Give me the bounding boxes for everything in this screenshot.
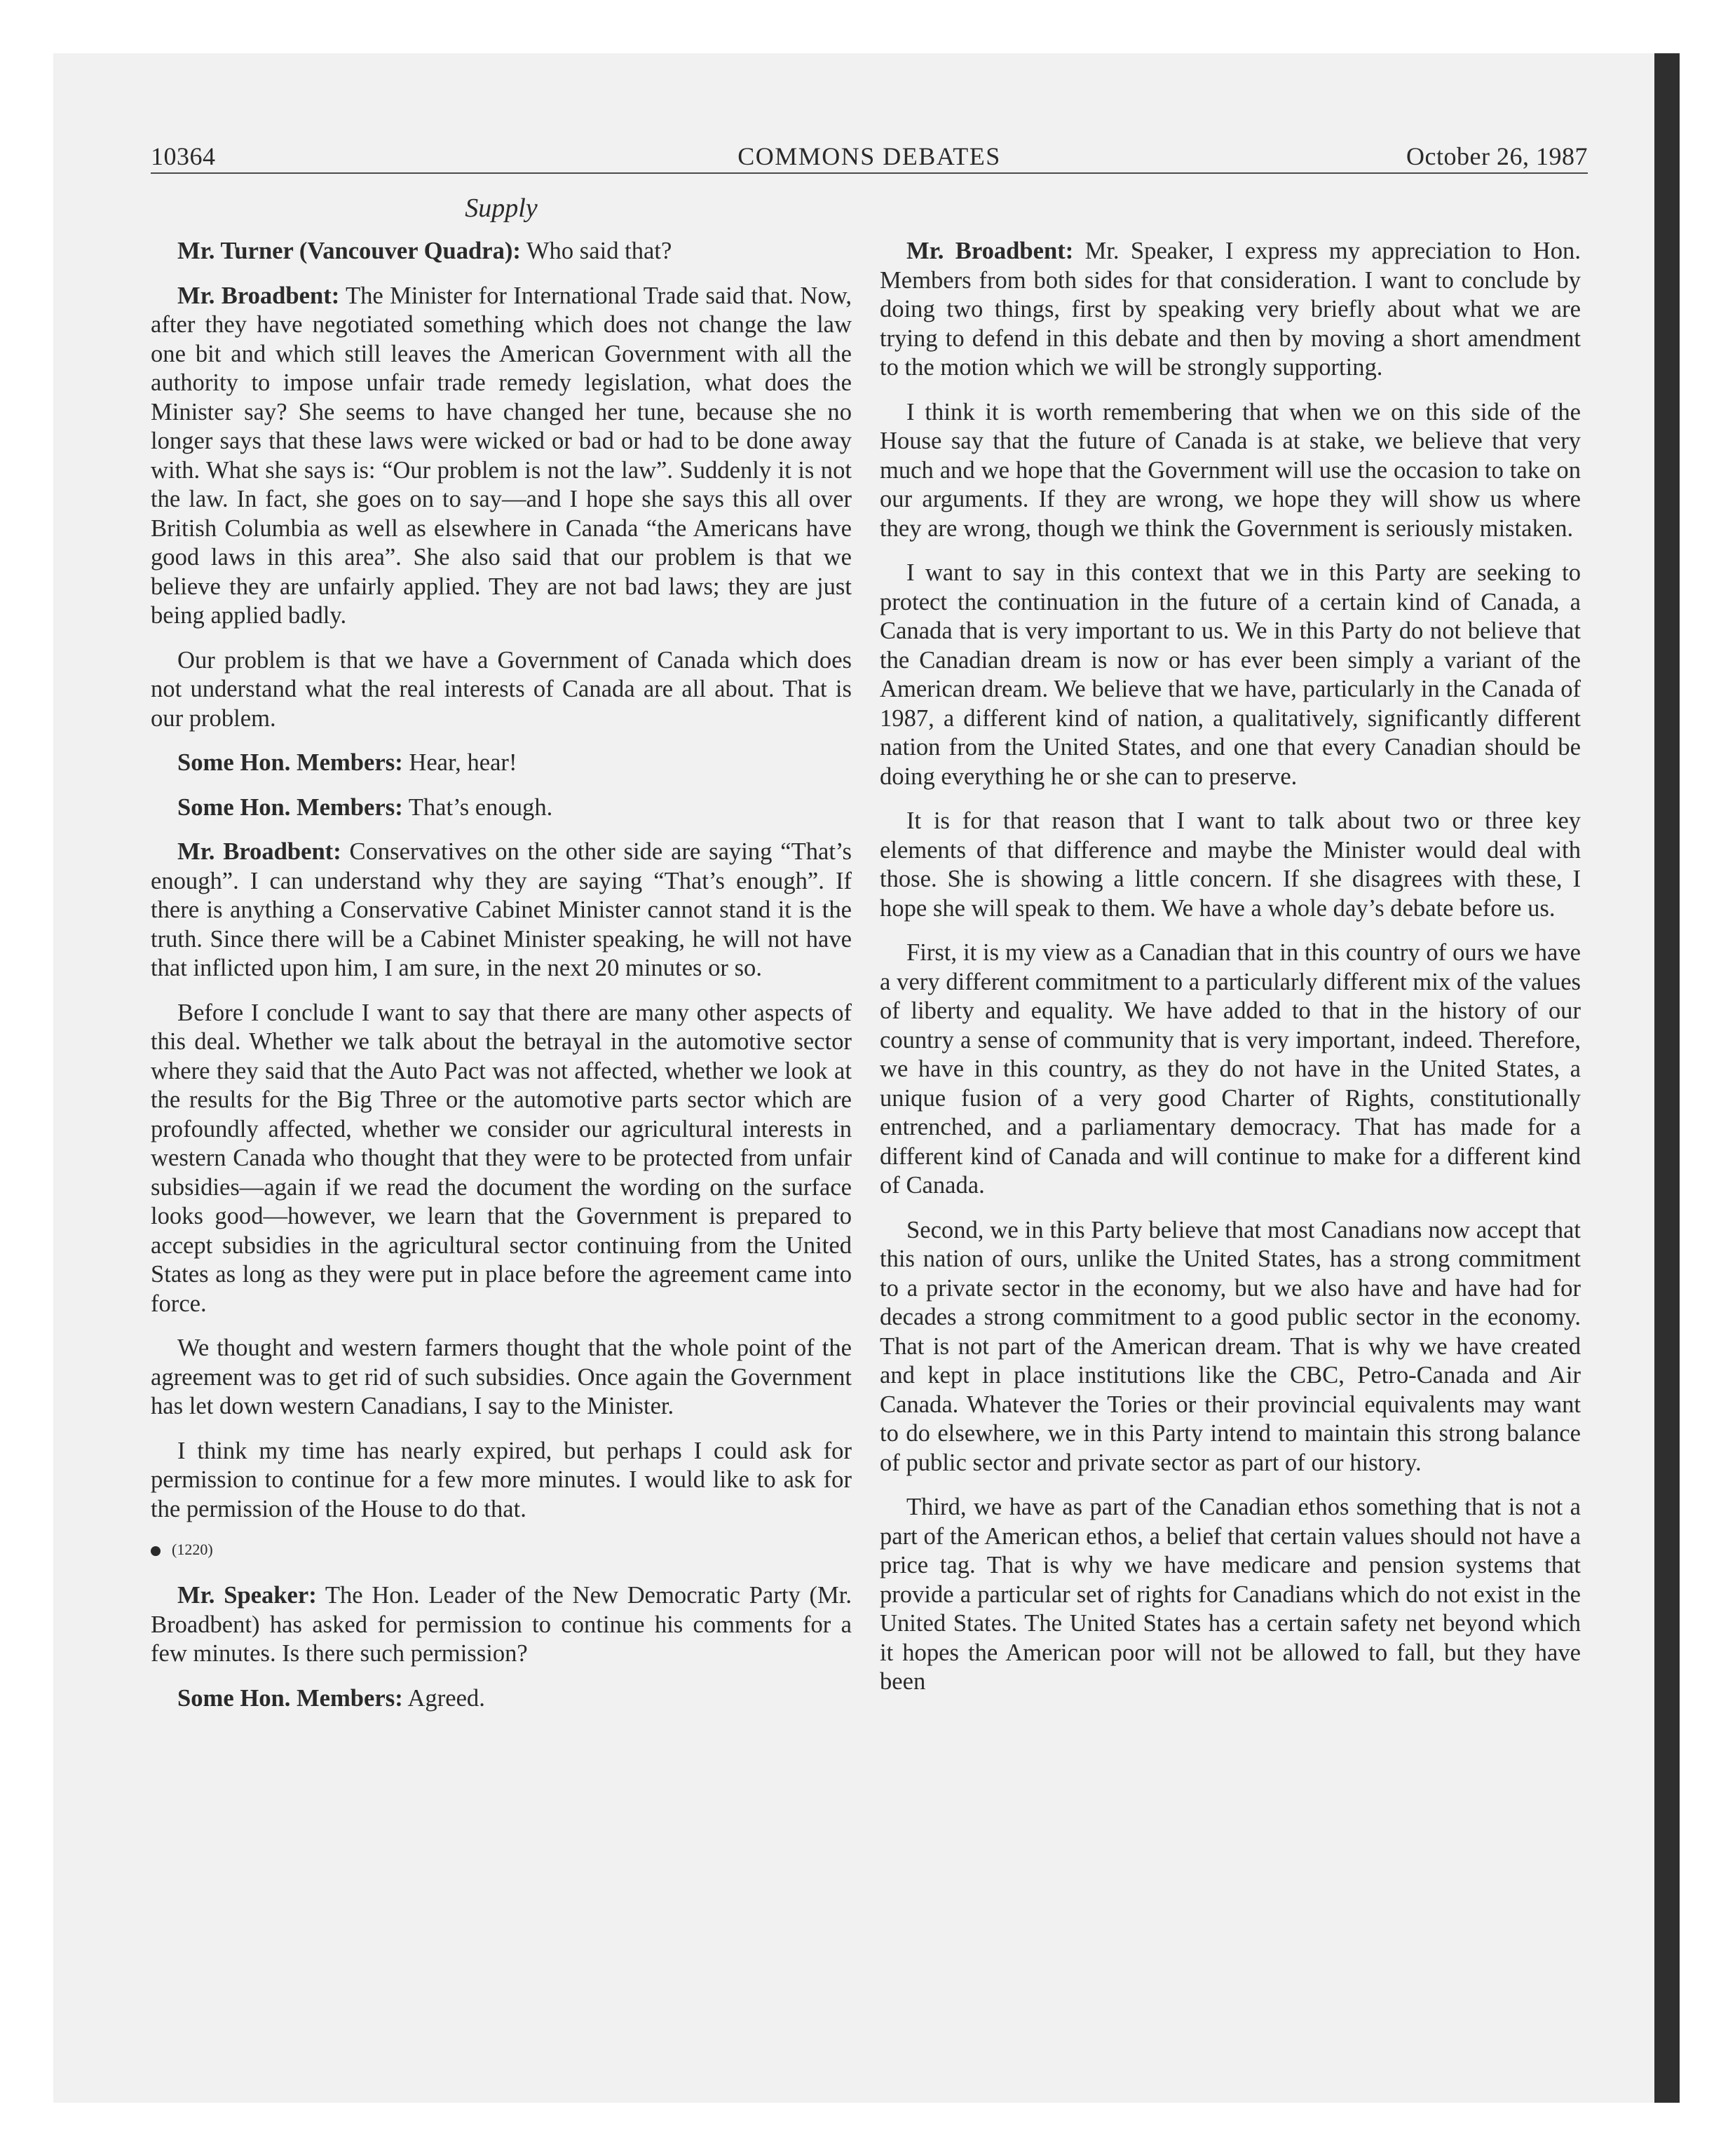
right-column (880, 237, 1581, 1712)
paragraph-text: That’s enough. (402, 793, 553, 821)
speaker-name: Mr. Broadbent: (906, 238, 1074, 264)
speaker-name: Some Hon. Members: (177, 793, 403, 821)
paragraph-text: Mr. Speaker, I express my appreciation to Hon. Members from both sides for that consideration. I want to conclude by doing two things, first by speaking very briefly about what we are trying to defend in this debate and then by moving a short amendment to the motion which we will be strongly supporting. (880, 238, 1581, 381)
paragraph-text: Our problem is that we have a Government of Canada which does not understand what the real interests of Canada are all about. That is our problem. (151, 646, 852, 732)
time-marker-label: (1220) (172, 1541, 213, 1558)
paragraph (880, 807, 1581, 923)
paragraph (880, 939, 1581, 1201)
paragraph-text: It is for that reason that I want to talk about two or three key elements of that difference and maybe the Minister would deal with those. She is showing a little concern. If she disagrees with these, I hope she will speak to them. We have a whole day’s debate before us. (880, 807, 1581, 922)
scan-edge-bar (1654, 53, 1680, 2103)
page-number: 10364 (151, 142, 216, 170)
section-title: Supply (465, 193, 538, 223)
paragraph-text: The Hon. Leader of the New Democratic Party (Mr. Broadbent) has asked for permission to continue his comments for a few minutes. Is there such permission? (151, 1582, 852, 1667)
paragraph-text: I think it is worth remembering that when we on this side of the House say that the future of Canada is at stake, we believe that very much and we hope that the Government will use the occasion to take on our arguments. If they are wrong, we hope they will show us where they are wrong, though we think the Government is seriously mistaken. (880, 398, 1581, 542)
paragraph (151, 1334, 852, 1421)
speaker-name: Mr. Speaker: (177, 1582, 317, 1609)
speaker-name: Some Hon. Members: (177, 749, 403, 776)
paragraph-text: First, it is my view as a Canadian that in this country of ours we have a very different commitment to a particularly different mix of the values of liberty and equality. We have added to that in the history of our country a sense of community that is very important, indeed. Therefore, we have in this country, as they do not have in the United States, a unique fusion of a very good Charter of Rights, constitutionally entrenched, and a parliamentary democracy. That has made for a different kind of Canada and will continue to make for a different kind of Canada. (880, 939, 1581, 1199)
paragraph (151, 1437, 852, 1524)
paragraph-text: Conservatives on the other side are saying “That’s enough”. I can understand why they are saying “That’s enough”. If there is anything a Conservative Cabinet Minister cannot stand it is the truth. Since there will be a Cabinet Minister speaking, he will not have that inflicted upon him, I am sure, in the next 20 minutes or so. (151, 838, 852, 981)
speaker-name: Mr. Turner (Vancouver Quadra): (177, 238, 521, 264)
paragraph (880, 398, 1581, 544)
paragraph-text: Hear, hear! (402, 749, 517, 776)
left-column (151, 237, 852, 1728)
paragraph (880, 1493, 1581, 1697)
paragraph (151, 749, 852, 778)
paragraph (151, 793, 852, 823)
speaker-name: Mr. Broadbent: (177, 838, 341, 865)
paragraph (880, 1216, 1581, 1478)
paragraph-text: The Minister for International Trade said that. Now, after they have negotiated something which does not change the law one bit and which still leaves the American Government with all the authority to impose unfair trade remedy legislation, what does the Minister say? She seems to have changed her tune, because she no longer says that these laws were wicked or bad or had to be done away with. What she says is: “Our problem is not the law”. Suddenly it is not the law. In fact, she goes on to say—and I hope she says this all over British Columbia as well as elsewhere in Canada “the Americans have good laws in this area”. She also said that our problem is that we believe they are unfairly applied. They are not bad laws; they are just being applied badly. (151, 282, 852, 629)
speaker-name: Some Hon. Members: (177, 1684, 403, 1712)
paragraph-text: I want to say in this context that we in this Party are seeking to protect the continuation in the future of a certain kind of Canada, a Canada that is very important to us. We in this Party do not believe that the Canadian dream is now or has ever been simply a variant of the American dream. We believe that we have, particularly in the Canada of 1987, a different kind of nation, a qualitatively, significantly different nation from the United States, and one that every Canadian should be doing everything he or she can to preserve. (880, 559, 1581, 790)
speaker-name: Mr. Broadbent: (177, 282, 340, 309)
header-date: October 26, 1987 (1406, 142, 1588, 170)
paragraph (151, 999, 852, 1319)
paragraph-text: Who said that? (520, 238, 672, 264)
paragraph-text: Before I conclude I want to say that there are many other aspects of this deal. Whether we talk about the betrayal in the automotive sector where they said that the Auto Pact was not affected, whether we look at the results for the Big Three or the automotive parts sector which are profoundly affected, whether we consider our agricultural interests in western Canada who thought that they were to be protected from unfair subsidies—again if we read the document the wording on the surface looks good—however, we learn that the Government is prepared to accept subsidies in the agricultural sector continuing from the United States as long as they were put in place before the agreement came into force. (151, 999, 852, 1317)
paragraph (151, 1581, 852, 1669)
running-header (151, 137, 1588, 174)
bullet-icon (151, 1546, 161, 1556)
paragraph (151, 282, 852, 631)
paragraph (151, 646, 852, 734)
paragraph-text: Third, we have as part of the Canadian ethos something that is not a part of the American ethos, a belief that certain values should not have a price tag. That is why we have medicare and pension systems that provide a particular set of rights for Canadians which do not exist in the United States. The United States has a certain safety net beyond which it hopes the American poor will not be allowed to fall, but they have been (880, 1494, 1581, 1695)
paragraph (880, 237, 1581, 383)
paragraph (151, 237, 852, 266)
paragraph (151, 1684, 852, 1714)
paragraph-text: I think my time has nearly expired, but perhaps I could ask for permission to continue for a few more minutes. I would like to ask for the permission of the House to do that. (151, 1437, 852, 1522)
paragraph-text: Second, we in this Party believe that most Canadians now accept that this nation of ours, unlike the United States, has a strong commitment to a private sector in the economy, but we also have and have had for decades a strong commitment to a good public sector in the economy. That is not part of the American dream. That is why we have created and kept in place institutions like the CBC, Petro-Canada and Air Canada. Whatever the Tories or their provincial equivalents may want to do elsewhere, we in this Party intend to maintain this strong balance of public sector and private sector as part of our history. (880, 1216, 1581, 1476)
time-marker (151, 1539, 852, 1560)
paragraph (880, 559, 1581, 791)
paragraph (151, 838, 852, 983)
paragraph-text: We thought and western farmers thought that the whole point of the agreement was to get rid of such subsidies. Once again the Government has let down western Canadians, I say to the Minister. (151, 1335, 852, 1419)
paragraph-text: Agreed. (402, 1684, 485, 1712)
publication-title: COMMONS DEBATES (737, 142, 1001, 170)
